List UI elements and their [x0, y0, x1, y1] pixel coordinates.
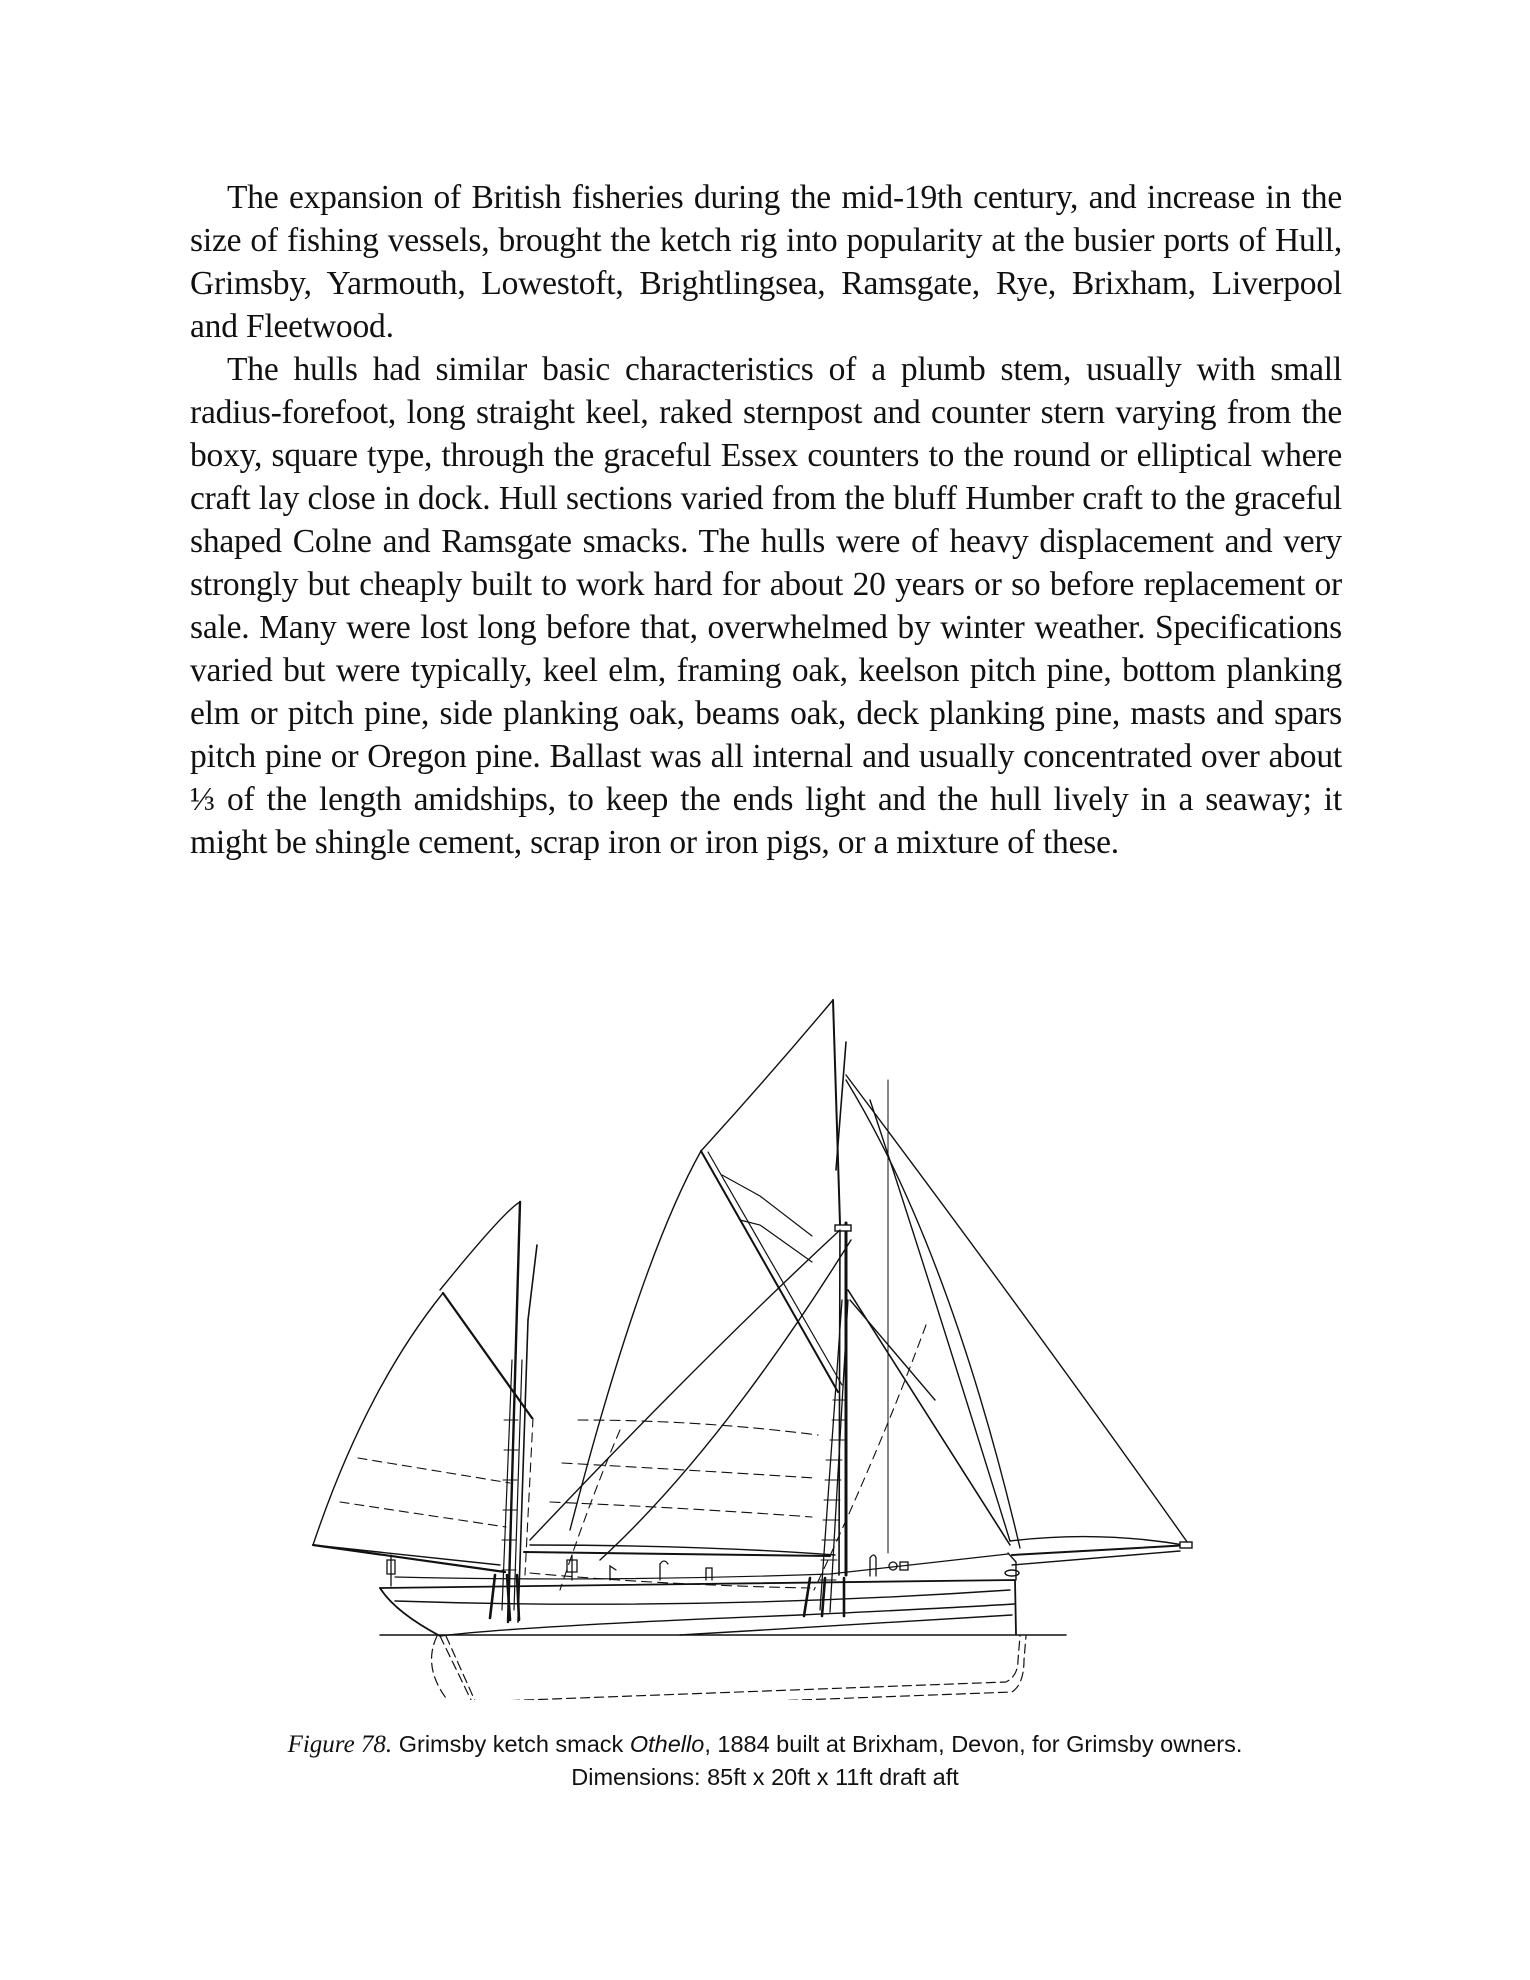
- caption-text-after: , 1884 built at Brixham, Devon, for Grimsby owners.: [704, 1731, 1243, 1757]
- keel-profile-dashed: [432, 1636, 1026, 1700]
- mainsail: [524, 1151, 835, 1556]
- caption-line-2: Dimensions: 85ft x 20ft x 11ft draft aft: [571, 1764, 959, 1790]
- mainsail-reef-lines: [530, 1420, 818, 1588]
- ship-name: Othello: [629, 1731, 705, 1757]
- paragraph-ketch-rig-popularity: The expansion of British fisheries during the mid-19th century, and increase in the size of fishing vessels, brought the ketch rig into popularity at the busier ports of Hull, Grimsby, Yarmouth, Lowestoft, Brightlingsea, Ramsgate, Rye, Brixham, Liverpool and Fleetwood.: [190, 179, 1342, 345]
- caption-text-before: Grimsby ketch smack: [392, 1731, 630, 1757]
- hull: [380, 1553, 1019, 1636]
- ketch-smack-drawing: [300, 980, 1240, 1700]
- headsail-dashed-outline: [560, 1325, 926, 1590]
- bowsprit: [1012, 1542, 1192, 1565]
- mizzen-sail: [313, 1202, 520, 1565]
- mizzen-mast: [313, 1202, 537, 1622]
- body-text: [190, 176, 1342, 864]
- main-gaff: [701, 1151, 842, 1392]
- staysail-and-jib: [530, 1075, 1190, 1560]
- main-mast: [804, 1000, 851, 1616]
- main-topsail: [701, 1000, 833, 1151]
- figure-label: Figure 78.: [287, 1731, 393, 1758]
- caption-line-1: [180, 1728, 1350, 1761]
- paragraph-hull-characteristics: The hulls had similar basic characteristics of a plumb stem, usually with small radius-forefoot, long straight keel, raked sternpost and counter stern varying from the boxy, square type, through the graceful Essex counters to the round or elliptical where craft lay close in dock. Hull sections varied from the bluff Humber craft to the graceful shaped Colne and Ramsgate smacks. The hulls were of heavy displacement and very strongly but cheaply built to work hard for about 20 years or so before replacement or sale. Many were lost long before that, overwhelmed by winter weather. Specifications varied but were typically, keel elm, framing oak, keelson pitch pine, bottom planking elm or pitch pine, side planking oak, beams oak, deck planking pine, masts and spars pitch pine or Oregon pine. Ballast was all internal and usually concentrated over about ⅓ of the length amidships, to keep the ends light and the hull lively in a seaway; it might be shingle cement, scrap iron or iron pigs, or a mixture of these.: [190, 351, 1342, 861]
- figure-caption: [180, 1728, 1350, 1794]
